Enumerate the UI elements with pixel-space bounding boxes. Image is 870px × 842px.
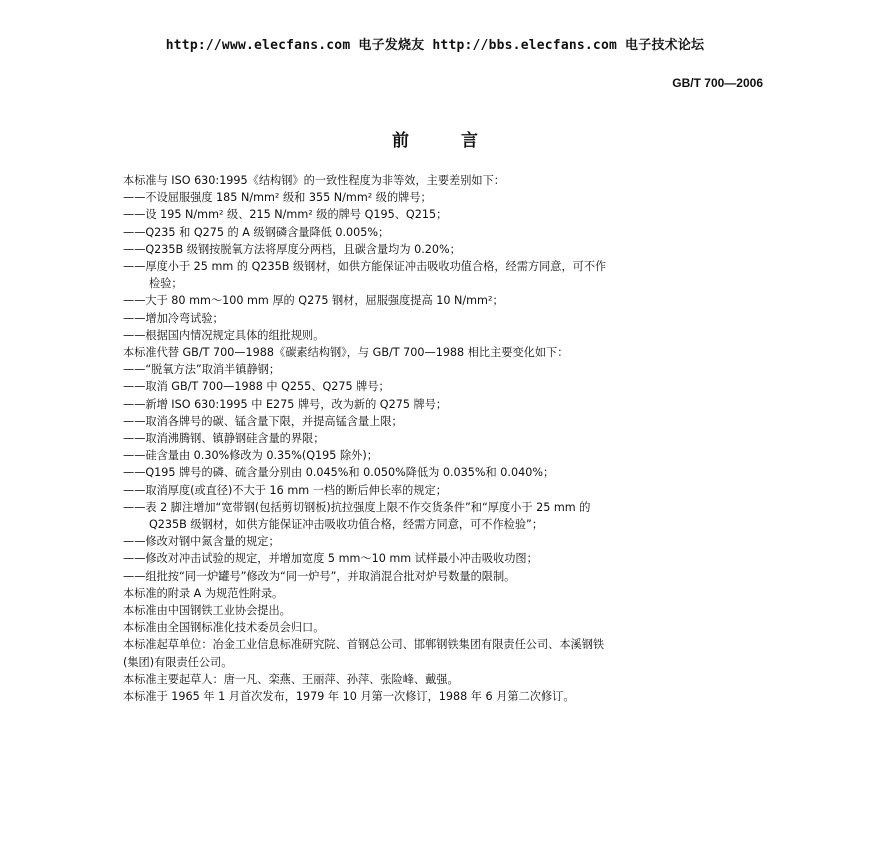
list-item: ——厚度小于 25 mm 的 Q235B 级钢材，如供方能保证冲击吸收功值合格，经需方同意，可不作	[123, 260, 607, 274]
list-item: ——“脱氧方法”取消半镇静钢；	[123, 363, 281, 377]
list-item-continuation: Q235B 级钢材，如供方能保证冲击吸收功值合格，经需方同意，可不作检验”；	[149, 518, 544, 532]
list-item: ——增加冷弯试验；	[123, 311, 224, 325]
list-item: ——Q235 和 Q275 的 A 级钢磷含量降低 0.005%；	[123, 225, 390, 239]
list-item: ——取消厚度(或直径)不大于 16 mm 一档的断后伸长率的规定；	[123, 483, 447, 497]
list-item: ——不设屈服强度 185 N/mm² 级和 355 N/mm² 级的牌号；	[123, 191, 432, 205]
list-item: ——取消 GB/T 700—1988 中 Q255、Q275 牌号；	[123, 380, 390, 394]
list-item: ——修改对钢中氮含量的规定；	[123, 535, 280, 549]
list-item: ——Q195 牌号的磷、硫含量分别由 0.045%和 0.050%降低为 0.035%和 0.040%；	[123, 466, 555, 480]
list-item: ——设 195 N/mm² 级、215 N/mm² 级的牌号 Q195、Q215；	[123, 208, 448, 222]
paragraph: 本标准主要起草人：唐一凡、栾燕、王丽萍、孙萍、张险峰、戴强。	[123, 672, 459, 686]
list-item: ——取消沸腾钢、镇静钢硅含量的界限；	[123, 432, 325, 446]
list-item: ——取消各牌号的碳、锰含量下限，并提高锰含量上限；	[123, 414, 403, 428]
list-item: ——大于 80 mm～100 mm 厚的 Q275 钢材，屈服强度提高 10 N/mm²；	[123, 294, 504, 308]
paragraph: 本标准的附录 A 为规范性附录。	[123, 586, 284, 600]
paragraph: 本标准代替 GB/T 700—1988《碳素结构钢》，与 GB/T 700—1988 相比主要变化如下：	[123, 346, 569, 360]
paragraph: 本标准于 1965 年 1 月首次发布，1979 年 10 月第一次修订，1988 年 6 月第二次修订。	[123, 690, 575, 704]
paragraph: 本标准起草单位：冶金工业信息标准研究院、首钢总公司、邯郸钢铁集团有限责任公司、本溪钢铁	[123, 638, 605, 652]
paragraph: 本标准由全国钢标准化技术委员会归口。	[123, 621, 325, 635]
list-item: ——表 2 脚注增加“宽带钢(包括剪切钢板)抗拉强度上限不作交货条件”和“厚度小于 25 mm 的	[123, 500, 591, 514]
list-item: ——组批按“同一炉罐号”修改为“同一炉号”，并取消混合批对炉号数量的限制。	[123, 569, 516, 583]
list-item: ——硅含量由 0.30%修改为 0.35%(Q195 除外)；	[123, 449, 378, 463]
list-item: ——Q235B 级钢按脱氧方法将厚度分两档，且碳含量均为 0.20%；	[123, 242, 461, 256]
list-item: ——根据国内情况规定具体的组批规则。	[123, 328, 325, 342]
standard-number: GB/T 700—2006	[672, 76, 763, 90]
list-item: ——修改对冲击试验的规定，并增加宽度 5 mm～10 mm 试样最小冲击吸收功图；	[123, 552, 538, 566]
site-header-line: http://www.elecfans.com 电子发烧友 http://bbs.elecfans.com 电子技术论坛	[165, 38, 705, 53]
paragraph-continuation: (集团)有限责任公司。	[123, 655, 233, 669]
list-item-continuation: 检验；	[149, 277, 183, 291]
paragraph: 本标准由中国钢铁工业协会提出。	[123, 604, 291, 618]
foreword-body	[123, 172, 763, 705]
paragraph: 本标准与 ISO 630:1995《结构钢》的一致性程度为非等效，主要差别如下：	[123, 174, 505, 187]
page-title: 前言	[392, 131, 530, 151]
list-item: ——新增 ISO 630:1995 中 E275 牌号，改为新的 Q275 牌号；	[123, 397, 448, 411]
